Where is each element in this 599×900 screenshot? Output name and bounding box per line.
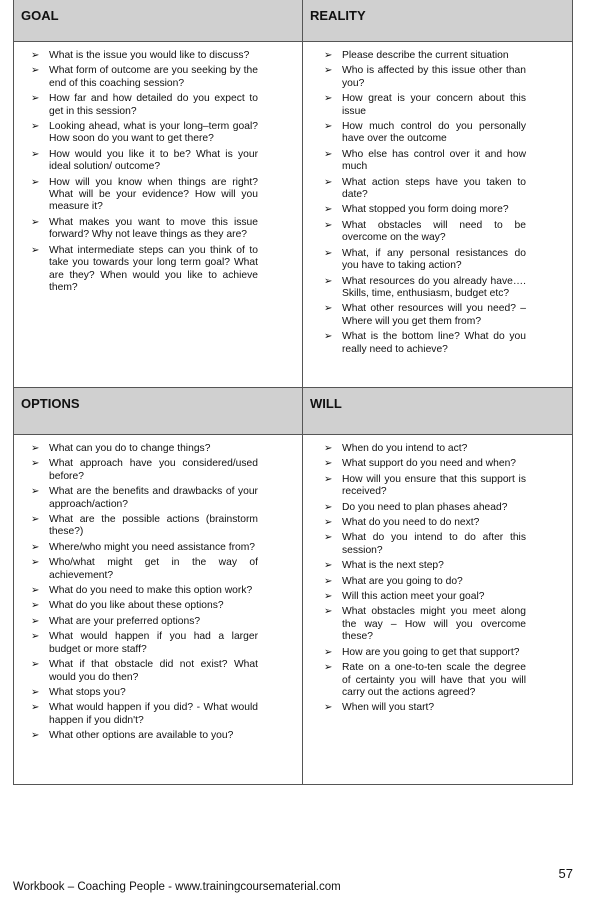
arrow-bullet-icon: ➢	[324, 458, 333, 470]
question-item	[28, 616, 296, 628]
question-text: What are you going to do?	[342, 575, 463, 587]
question-item	[321, 576, 566, 588]
question-item	[321, 303, 566, 328]
question-item	[321, 220, 566, 245]
arrow-bullet-icon: ➢	[324, 93, 333, 105]
question-item	[28, 458, 296, 483]
question-item	[321, 647, 566, 659]
reality-header: REALITY	[303, 0, 572, 42]
question-text: What if that obstacle did not exist? What would you do then?	[49, 659, 258, 683]
question-item	[28, 514, 296, 539]
arrow-bullet-icon: ➢	[324, 517, 333, 529]
question-item	[321, 204, 566, 216]
page-footer: Workbook – Coaching People - www.trainingcoursematerial.com	[13, 881, 341, 893]
question-text: What do you intend to do after this session?	[342, 532, 526, 556]
question-item	[28, 177, 296, 214]
question-text: How will you know when things are right? What will be your evidence? How will you measure it?	[49, 176, 258, 213]
arrow-bullet-icon: ➢	[324, 331, 333, 343]
question-item	[28, 217, 296, 242]
question-item	[28, 702, 296, 727]
question-item	[321, 50, 566, 62]
arrow-bullet-icon: ➢	[31, 631, 40, 643]
question-text: What are your preferred options?	[49, 615, 201, 627]
arrow-bullet-icon: ➢	[324, 702, 333, 714]
question-text: What would happen if you had a larger budget or more staff?	[49, 631, 258, 655]
question-text: How far and how detailed do you expect to get in this session?	[49, 93, 258, 117]
question-item	[28, 443, 296, 455]
arrow-bullet-icon: ➢	[31, 458, 40, 470]
question-text: How would you like it to be? What is your ideal solution/ outcome?	[49, 148, 258, 173]
will-question-list	[321, 443, 566, 715]
question-item	[321, 591, 566, 603]
goal-header: GOAL	[14, 0, 303, 42]
arrow-bullet-icon: ➢	[324, 575, 333, 587]
question-text: What, if any personal resistances do you have to taking action?	[342, 247, 526, 272]
question-item	[321, 149, 566, 174]
question-item	[321, 65, 566, 90]
arrow-bullet-icon: ➢	[31, 686, 40, 698]
options-header: OPTIONS	[14, 387, 303, 435]
question-item	[28, 121, 296, 146]
question-text: What other resources will you need? – Where will you get them from?	[342, 303, 526, 327]
question-text: What do you like about these options?	[49, 600, 224, 612]
question-text: How much control do you personally have over the outcome	[342, 121, 526, 145]
question-text: Please describe the current situation	[342, 50, 509, 61]
question-item	[321, 93, 566, 118]
arrow-bullet-icon: ➢	[324, 121, 333, 133]
arrow-bullet-icon: ➢	[31, 216, 40, 228]
question-text: How great is your concern about this issue	[342, 93, 526, 117]
options-body	[14, 435, 303, 784]
question-text: What resources do you already have…. Skills, time, enthusiasm, budget etc?	[342, 275, 526, 299]
question-text: How will you ensure that this support is received?	[342, 473, 526, 498]
question-text: What is the next step?	[342, 560, 444, 572]
arrow-bullet-icon: ➢	[324, 501, 333, 513]
question-text: Do you need to plan phases ahead?	[342, 501, 508, 513]
question-text: Who/what might get in the way of achievement?	[49, 557, 258, 581]
arrow-bullet-icon: ➢	[31, 702, 40, 714]
question-item	[28, 149, 296, 174]
question-text: What intermediate steps can you think of to take you towards your long term goal? What are they? When would you like to achieve them?	[49, 244, 258, 293]
arrow-bullet-icon: ➢	[324, 560, 333, 572]
reality-question-list	[321, 50, 566, 356]
question-text: What stopped you form doing more?	[342, 204, 509, 216]
arrow-bullet-icon: ➢	[31, 244, 40, 256]
arrow-bullet-icon: ➢	[324, 443, 333, 454]
question-item	[321, 662, 566, 699]
question-item	[28, 50, 296, 62]
arrow-bullet-icon: ➢	[324, 148, 333, 160]
question-item	[28, 687, 296, 699]
arrow-bullet-icon: ➢	[324, 532, 333, 544]
arrow-bullet-icon: ➢	[324, 662, 333, 674]
question-item	[321, 121, 566, 146]
arrow-bullet-icon: ➢	[31, 65, 40, 77]
arrow-bullet-icon: ➢	[324, 219, 333, 231]
question-item	[321, 458, 566, 470]
arrow-bullet-icon: ➢	[31, 730, 40, 742]
question-text: Looking ahead, what is your long–term goal? How soon do you want to get there?	[49, 121, 258, 145]
arrow-bullet-icon: ➢	[324, 65, 333, 77]
question-text: What action steps have you taken to date?	[342, 176, 526, 201]
will-body	[303, 435, 572, 784]
arrow-bullet-icon: ➢	[31, 659, 40, 671]
question-text: What are the possible actions (brainstorm these?)	[49, 514, 258, 538]
question-item	[28, 65, 296, 90]
question-item	[321, 474, 566, 499]
question-text: What do you need to make this option work?	[49, 585, 253, 597]
question-item	[321, 502, 566, 514]
question-item	[28, 600, 296, 612]
question-text: What can you do to change things?	[49, 443, 211, 454]
question-text: Where/who might you need assistance from?	[49, 541, 256, 553]
question-item	[321, 248, 566, 273]
arrow-bullet-icon: ➢	[31, 615, 40, 627]
question-item	[321, 331, 566, 356]
question-item	[321, 177, 566, 202]
question-text: When do you intend to act?	[342, 443, 468, 454]
options-question-list	[28, 443, 296, 743]
arrow-bullet-icon: ➢	[31, 148, 40, 160]
question-text: What stops you?	[49, 686, 126, 698]
goal-body	[14, 42, 303, 387]
arrow-bullet-icon: ➢	[324, 176, 333, 188]
arrow-bullet-icon: ➢	[324, 247, 333, 259]
arrow-bullet-icon: ➢	[31, 541, 40, 553]
question-text: What would happen if you did? - What would happen if you didn't?	[49, 702, 258, 726]
arrow-bullet-icon: ➢	[31, 514, 40, 526]
arrow-bullet-icon: ➢	[31, 443, 40, 454]
arrow-bullet-icon: ➢	[31, 585, 40, 597]
question-item	[28, 542, 296, 554]
question-text: What other options are available to you?	[49, 730, 234, 742]
question-text: What obstacles might you meet along the way – How will you overcome these?	[342, 606, 526, 643]
question-text: What obstacles will need to be overcome on the way?	[342, 219, 526, 244]
question-item	[28, 585, 296, 597]
arrow-bullet-icon: ➢	[31, 176, 40, 188]
question-item	[28, 631, 296, 656]
page-number: 57	[558, 866, 573, 881]
question-item	[321, 443, 566, 455]
arrow-bullet-icon: ➢	[324, 275, 333, 287]
question-item	[321, 702, 566, 714]
question-text: What is the bottom line? What do you really need to achieve?	[342, 331, 526, 355]
question-text: What is the issue you would like to discuss?	[49, 50, 250, 61]
question-item	[28, 486, 296, 511]
arrow-bullet-icon: ➢	[31, 121, 40, 133]
question-text: Who else has control over it and how much	[342, 148, 526, 173]
arrow-bullet-icon: ➢	[31, 50, 40, 61]
question-item	[28, 659, 296, 684]
question-item	[321, 532, 566, 557]
question-text: What makes you want to move this issue forward? Why not leave things as they are?	[49, 216, 258, 241]
question-text: What are the benefits and drawbacks of your approach/action?	[49, 486, 258, 510]
question-text: How are you going to get that support?	[342, 646, 520, 658]
arrow-bullet-icon: ➢	[324, 473, 333, 485]
question-item	[28, 93, 296, 118]
question-text: What do you need to do next?	[342, 517, 480, 529]
arrow-bullet-icon: ➢	[31, 486, 40, 498]
question-text: Rate on a one-to-ten scale the degree of certainty you will have that you will carry out the actions agreed?	[342, 662, 526, 698]
question-item	[321, 560, 566, 572]
question-text: When will you start?	[342, 702, 435, 714]
question-item	[321, 276, 566, 301]
will-header: WILL	[303, 387, 572, 435]
question-text: What support do you need and when?	[342, 458, 517, 470]
reality-body	[303, 42, 572, 387]
question-text: What form of outcome are you seeking by the end of this coaching session?	[49, 65, 258, 89]
question-text: Who is affected by this issue other than you?	[342, 65, 526, 89]
grow-model-grid	[13, 0, 573, 785]
arrow-bullet-icon: ➢	[324, 646, 333, 658]
goal-question-list	[28, 50, 296, 294]
arrow-bullet-icon: ➢	[31, 557, 40, 569]
arrow-bullet-icon: ➢	[324, 591, 333, 603]
question-item	[28, 730, 296, 742]
question-text: Will this action meet your goal?	[342, 591, 485, 603]
arrow-bullet-icon: ➢	[324, 50, 333, 61]
arrow-bullet-icon: ➢	[324, 606, 333, 618]
arrow-bullet-icon: ➢	[324, 204, 333, 216]
question-item	[28, 557, 296, 582]
question-item	[321, 517, 566, 529]
question-item	[321, 606, 566, 643]
arrow-bullet-icon: ➢	[31, 93, 40, 105]
arrow-bullet-icon: ➢	[324, 303, 333, 315]
question-item	[28, 245, 296, 295]
arrow-bullet-icon: ➢	[31, 600, 40, 612]
question-text: What approach have you considered/used before?	[49, 458, 258, 482]
